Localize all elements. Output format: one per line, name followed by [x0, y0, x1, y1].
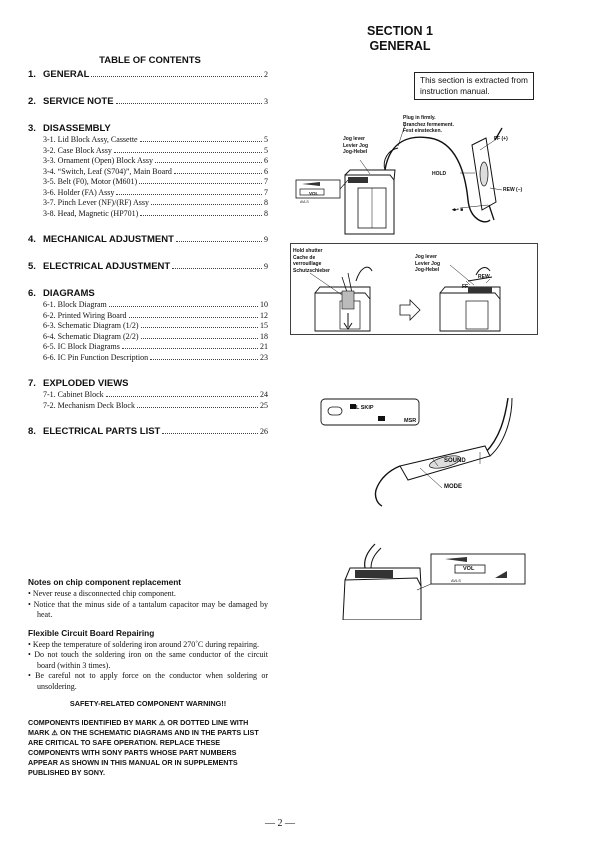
toc-entry-label: 3-3. Ornament (Open) Block Assy — [43, 156, 153, 165]
toc-entry[interactable] — [28, 300, 268, 311]
hold-shutter-label: Hold shutter Cache de verrouillage Schutzschieber — [293, 248, 330, 274]
toc-entry[interactable] — [28, 332, 268, 343]
toc-leader-dots — [140, 141, 262, 142]
flex-notes-title: Flexible Circuit Board Repairing — [28, 627, 155, 638]
list-item: • Keep the temperature of soldering iron around 270˚C during repairing. — [28, 640, 268, 651]
toc-entry-label: 7-1. Cabinet Block — [43, 390, 104, 399]
toc-section-heading[interactable] — [28, 233, 268, 246]
toc-section-number: 1. — [28, 69, 36, 80]
chip-notes-title: Notes on chip component replacement — [28, 577, 182, 587]
toc-page-number: 6 — [264, 156, 268, 165]
toc-title: TABLE OF CONTENTS — [99, 55, 201, 66]
toc-entry[interactable] — [28, 156, 268, 167]
toc-page-number: 2 — [264, 70, 268, 79]
toc-section-title: SERVICE NOTE — [43, 96, 114, 107]
toc-section-title: DIAGRAMS — [43, 288, 95, 299]
toc-leader-dots — [162, 433, 258, 434]
toc-page-number: 26 — [260, 427, 268, 436]
toc-entry[interactable] — [28, 146, 268, 157]
toc-section-number: 6. — [28, 288, 36, 299]
vol-label-2: VOL — [463, 566, 475, 572]
toc-leader-dots — [174, 173, 262, 174]
toc-leader-dots — [155, 162, 262, 163]
toc-leader-dots — [140, 215, 262, 216]
list-item: • Never reuse a disconnected chip component. — [28, 589, 268, 600]
toc-section — [28, 233, 268, 246]
toc-section-title: EXPLODED VIEWS — [43, 378, 129, 389]
toc-page-number: 15 — [260, 321, 268, 330]
toc-leader-dots — [122, 348, 258, 349]
toc-leader-dots — [129, 317, 258, 318]
toc-page-number: 21 — [260, 342, 268, 351]
toc-entry-label: 3-1. Lid Block Assy, Cassette — [43, 135, 138, 144]
jog-lever-label-2: Jog lever Levier Jog Jog-Hebel — [415, 254, 441, 273]
hold-label: HOLD — [432, 171, 447, 177]
bl-skip-label: BL SKIP — [352, 405, 374, 411]
rew-label: REW (–) — [503, 187, 523, 193]
toc-entry[interactable] — [28, 198, 268, 209]
toc-entry-label: 3-4. “Switch, Leaf (S704)”, Main Board — [43, 166, 172, 176]
toc-section-heading[interactable] — [28, 377, 268, 390]
sound-label: SOUND — [444, 458, 466, 464]
toc-entry-label: 6-3. Schematic Diagram (1/2) — [43, 321, 139, 330]
toc-page-number: 7 — [264, 177, 268, 186]
toc-entry-label: 3-6. Holder (FA) Assy — [43, 187, 115, 197]
ff-label-2: FF — [462, 284, 469, 290]
toc-page-number: 12 — [260, 310, 268, 320]
toc-section-number: 5. — [28, 261, 36, 272]
ff-label: FF (+) — [494, 136, 508, 142]
toc-entry-label: 3-8. Head, Magnetic (HP701) — [43, 208, 139, 218]
list-item: • Notice that the minus side of a tantalum capacitor may be damaged by heat. — [28, 600, 268, 621]
toc-leader-dots — [116, 103, 262, 104]
toc-leader-dots — [172, 268, 262, 269]
toc-page-number: 24 — [260, 390, 268, 399]
toc-section-heading[interactable] — [28, 260, 268, 273]
toc-section-number: 7. — [28, 378, 36, 389]
toc-leader-dots — [91, 76, 262, 77]
toc-section — [28, 68, 268, 81]
chip-notes-list — [28, 589, 268, 621]
toc-section-number: 2. — [28, 96, 36, 107]
toc-entry-label: 3-5. Belt (F0), Motor (M601) — [43, 177, 138, 186]
jog-lever-label: Jog lever Levier Jog Jog-Hebel — [343, 136, 369, 155]
toc-leader-dots — [139, 183, 262, 184]
toc-section — [28, 122, 268, 219]
toc-page-number: 5 — [264, 145, 268, 155]
toc-leader-dots — [116, 194, 262, 195]
toc-section — [28, 287, 268, 363]
safety-warning-title: SAFETY-RELATED COMPONENT WARNING!! — [69, 699, 227, 708]
toc-section-heading[interactable] — [28, 122, 268, 135]
toc-entry[interactable] — [28, 353, 268, 364]
vol-label: VOL — [309, 191, 319, 196]
toc-page-number: 8 — [264, 198, 268, 207]
play-stop-label: ◂▸• ■ — [452, 207, 464, 213]
list-item: • Do not touch the soldering iron on the same conductor of the circuit board (within 3 times). — [28, 650, 268, 671]
toc-leader-dots — [176, 241, 262, 242]
toc-entry[interactable] — [28, 177, 268, 188]
toc-page-number: 18 — [260, 331, 268, 341]
toc-page-number: 23 — [260, 352, 268, 362]
toc-entry-label: 6-6. IC Pin Function Description — [43, 352, 149, 362]
toc-leader-dots — [141, 327, 258, 328]
toc-leader-dots — [137, 407, 258, 408]
toc-entry[interactable] — [28, 390, 268, 401]
toc-leader-dots — [106, 396, 258, 397]
toc-page-number: 25 — [260, 400, 268, 410]
toc-leader-dots — [150, 359, 258, 360]
toc-page-number: 8 — [264, 208, 268, 218]
toc-section-number: 4. — [28, 234, 36, 245]
toc-section — [28, 425, 268, 438]
toc-entry[interactable] — [28, 209, 268, 220]
toc-page-number: 7 — [264, 187, 268, 197]
service-notes — [28, 577, 268, 778]
figure-volume-control — [335, 540, 535, 620]
toc-section-title: DISASSEMBLY — [43, 123, 111, 134]
toc-page-number: 6 — [264, 166, 268, 176]
toc-entry-label: 6-2. Printed Wiring Board — [43, 310, 127, 320]
section-heading — [330, 24, 470, 54]
toc-entry-label: 3-2. Case Block Assy — [43, 145, 112, 155]
toc-entry[interactable] — [28, 311, 268, 322]
list-item: • Be careful not to apply force on the conductor when soldering or unsoldering. — [28, 671, 268, 692]
toc-leader-dots — [151, 204, 262, 205]
section-number: SECTION 1 — [367, 24, 433, 38]
toc-section-number: 8. — [28, 426, 36, 437]
toc-section-title: MECHANICAL ADJUSTMENT — [43, 234, 174, 245]
toc-page-number: 9 — [264, 235, 268, 244]
toc-entry-label: 6-5. IC Block Diagrams — [43, 342, 120, 351]
page-number: — 2 — — [265, 818, 295, 829]
section-title: GENERAL — [369, 39, 431, 53]
avls-label-2: AVLS — [451, 578, 461, 583]
toc-entry-label: 6-1. Block Diagram — [43, 300, 107, 309]
extract-note-box: This section is extracted from instruction manual. — [414, 72, 534, 100]
toc-leader-dots — [141, 338, 258, 339]
table-of-contents — [28, 68, 268, 438]
toc-section-title: ELECTRICAL ADJUSTMENT — [43, 261, 171, 272]
toc-page-number: 3 — [264, 97, 268, 106]
toc-leader-dots — [114, 152, 262, 153]
toc-page-number: 9 — [264, 262, 268, 271]
plug-note-label: Plug in firmly. Branchez fermement. Fest einstecken. — [403, 115, 454, 134]
toc-entry[interactable] — [28, 135, 268, 146]
safety-warning-text: COMPONENTS IDENTIFIED BY MARK ⚠ OR DOTTED LINE WITH MARK ⚠ ON THE SCHEMATIC DIAGRAMS AND IN THE PARTS LIST ARE CRITICAL TO SAFE OPERATION. REPLACE THESE COMPONENTS WITH SONY PARTS WHOSE PART NUMBERS APPEAR AS SHOWN IN THIS MANUAL OR IN SUPPLEMENTS PUBLISHED BY SONY. — [28, 718, 259, 777]
toc-section-title: GENERAL — [43, 69, 90, 80]
toc-page-number: 5 — [264, 135, 268, 144]
toc-section-heading[interactable] — [28, 68, 268, 81]
toc-entry-label: 3-7. Pinch Lever (NF)/(RF) Assy — [43, 198, 149, 207]
figure-remote-sound-mode — [320, 398, 540, 508]
toc-section-title: ELECTRICAL PARTS LIST — [43, 426, 161, 437]
toc-section — [28, 95, 268, 108]
toc-section-heading[interactable] — [28, 425, 268, 438]
toc-leader-dots — [109, 306, 258, 307]
mode-label: MODE — [444, 484, 462, 490]
flex-notes-list — [28, 640, 268, 693]
toc-entry[interactable] — [28, 401, 268, 412]
toc-entry-label: 6-4. Schematic Diagram (2/2) — [43, 331, 139, 341]
avls-label: AVLS — [300, 200, 309, 204]
msr-label: MSR — [404, 418, 417, 424]
toc-entry[interactable] — [28, 167, 268, 178]
toc-section-heading[interactable] — [28, 287, 268, 300]
toc-section-heading[interactable] — [28, 95, 268, 108]
toc-page-number: 10 — [260, 300, 268, 309]
rew-label-2: REW — [478, 274, 490, 280]
toc-section-number: 3. — [28, 123, 36, 134]
toc-section — [28, 260, 268, 273]
toc-entry-label: 7-2. Mechanism Deck Block — [43, 400, 135, 410]
toc-entry[interactable] — [28, 321, 268, 332]
toc-entry[interactable] — [28, 342, 268, 353]
toc-section — [28, 377, 268, 411]
toc-entry[interactable] — [28, 188, 268, 199]
